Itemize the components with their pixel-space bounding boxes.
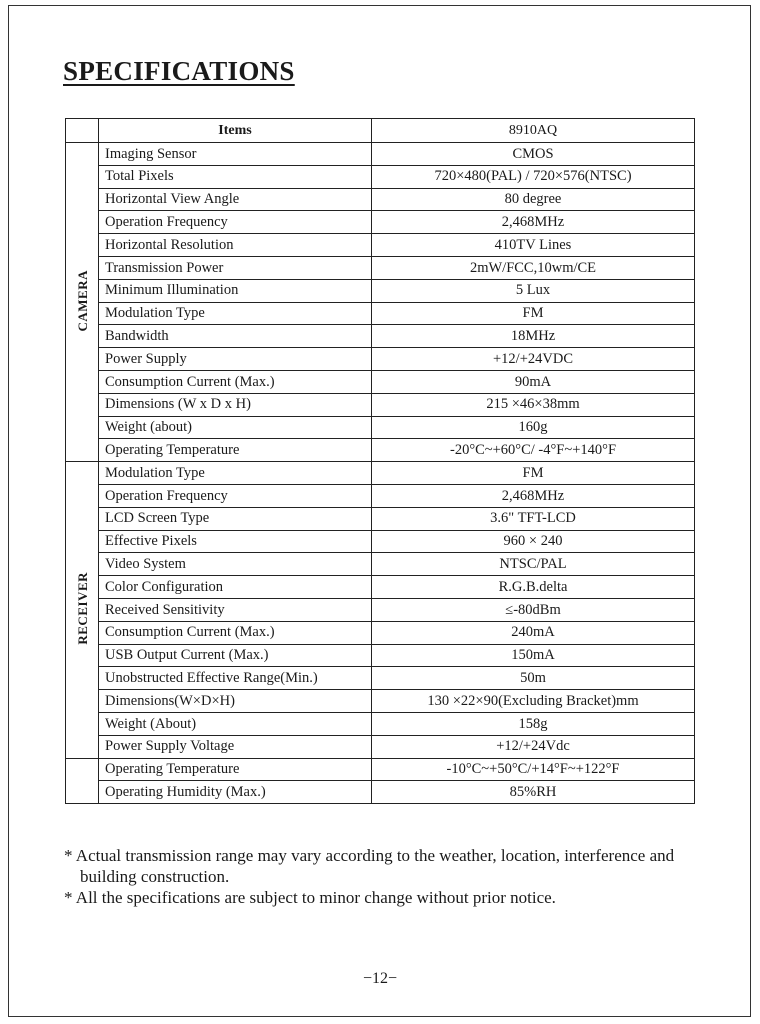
table-row [66,234,695,257]
spec-value: 2mW/FCC,10wm/CE [372,256,695,279]
spec-item: Minimum Illumination [99,279,372,302]
spec-value: 150mA [372,644,695,667]
table-row [66,712,695,735]
spec-value: 2,468MHz [372,484,695,507]
spec-item: Operation Frequency [99,484,372,507]
spec-item: LCD Screen Type [99,507,372,530]
spec-value: 720×480(PAL) / 720×576(NTSC) [372,165,695,188]
table-row [66,256,695,279]
general-group-cell [66,758,99,804]
table-row [66,667,695,690]
spec-item: Power Supply [99,348,372,371]
spec-item: Consumption Current (Max.) [99,370,372,393]
spec-item: Dimensions(W×D×H) [99,690,372,713]
spec-item: Color Configuration [99,576,372,599]
spec-value: +12/+24VDC [372,348,695,371]
spec-value: 90mA [372,370,695,393]
table-row [66,735,695,758]
spec-item: Received Sensitivity [99,598,372,621]
spec-value: 215 ×46×38mm [372,393,695,416]
spec-item: Imaging Sensor [99,143,372,166]
table-row [66,781,695,804]
table-row [66,530,695,553]
spec-value: ≤-80dBm [372,598,695,621]
page-title: SPECIFICATIONS [63,56,295,86]
spec-item: Horizontal Resolution [99,234,372,257]
spec-value: 960 × 240 [372,530,695,553]
spec-item: Video System [99,553,372,576]
table-row [66,439,695,462]
camera-group-cell [66,143,99,462]
specifications-table [65,118,695,804]
spec-value: 2,468MHz [372,211,695,234]
spec-value: +12/+24Vdc [372,735,695,758]
spec-item: Operating Temperature [99,758,372,781]
spec-value: 158g [372,712,695,735]
spec-value: NTSC/PAL [372,553,695,576]
spec-value: 410TV Lines [372,234,695,257]
spec-value: CMOS [372,143,695,166]
spec-value: 5 Lux [372,279,695,302]
spec-value: FM [372,462,695,485]
table-row [66,484,695,507]
spec-item: Effective Pixels [99,530,372,553]
spec-value: 3.6" TFT-LCD [372,507,695,530]
table-row [66,553,695,576]
table-row [66,462,695,485]
table-row [66,758,695,781]
footnote-change: * All the specifications are subject to minor change without prior notice. [64,888,556,907]
table-row [66,690,695,713]
spec-item: Horizontal View Angle [99,188,372,211]
spec-item: Bandwidth [99,325,372,348]
table-row [66,644,695,667]
spec-item: Unobstructed Effective Range(Min.) [99,667,372,690]
table-row [66,598,695,621]
table-row [66,370,695,393]
receiver-group-cell [66,462,99,758]
spec-value: 240mA [372,621,695,644]
header-items: Items [99,119,372,143]
spec-value: 50m [372,667,695,690]
spec-item: Power Supply Voltage [99,735,372,758]
table-row [66,348,695,371]
spec-item: Weight (about) [99,416,372,439]
spec-item: Operating Temperature [99,439,372,462]
spec-item: Weight (About) [99,712,372,735]
table-row [66,188,695,211]
table-row [66,279,695,302]
table-row [66,165,695,188]
spec-item: Consumption Current (Max.) [99,621,372,644]
spec-value: FM [372,302,695,325]
spec-item: Modulation Type [99,462,372,485]
spec-value: 130 ×22×90(Excluding Bracket)mm [372,690,695,713]
table-row [66,143,695,166]
spec-value: R.G.B.delta [372,576,695,599]
table-row [66,416,695,439]
footnote-range: * Actual transmission range may vary according to the weather, location, interference and building construction. [64,846,675,886]
spec-value: -10°C~+50°C/+14°F~+122°F [372,758,695,781]
table-row [66,507,695,530]
spec-value: 85%RH [372,781,695,804]
spec-value: 18MHz [372,325,695,348]
page-number: −12− [362,970,398,987]
spec-item: Operating Humidity (Max.) [99,781,372,804]
header-blank [66,119,99,143]
table-row [66,621,695,644]
camera-group-label: CAMERA [74,269,90,332]
spec-item: USB Output Current (Max.) [99,644,372,667]
spec-item: Modulation Type [99,302,372,325]
spec-item: Operation Frequency [99,211,372,234]
spec-value: 80 degree [372,188,695,211]
table-row [66,393,695,416]
table-row [66,211,695,234]
spec-item: Transmission Power [99,256,372,279]
table-row [66,325,695,348]
table-header-row [66,119,695,143]
header-model: 8910AQ [372,119,695,143]
receiver-group-label: RECEIVER [74,571,90,645]
spec-value: -20°C~+60°C/ -4°F~+140°F [372,439,695,462]
table-row [66,576,695,599]
spec-item: Dimensions (W x D x H) [99,393,372,416]
spec-value: 160g [372,416,695,439]
spec-item: Total Pixels [99,165,372,188]
footnotes [64,845,700,908]
table-row [66,302,695,325]
